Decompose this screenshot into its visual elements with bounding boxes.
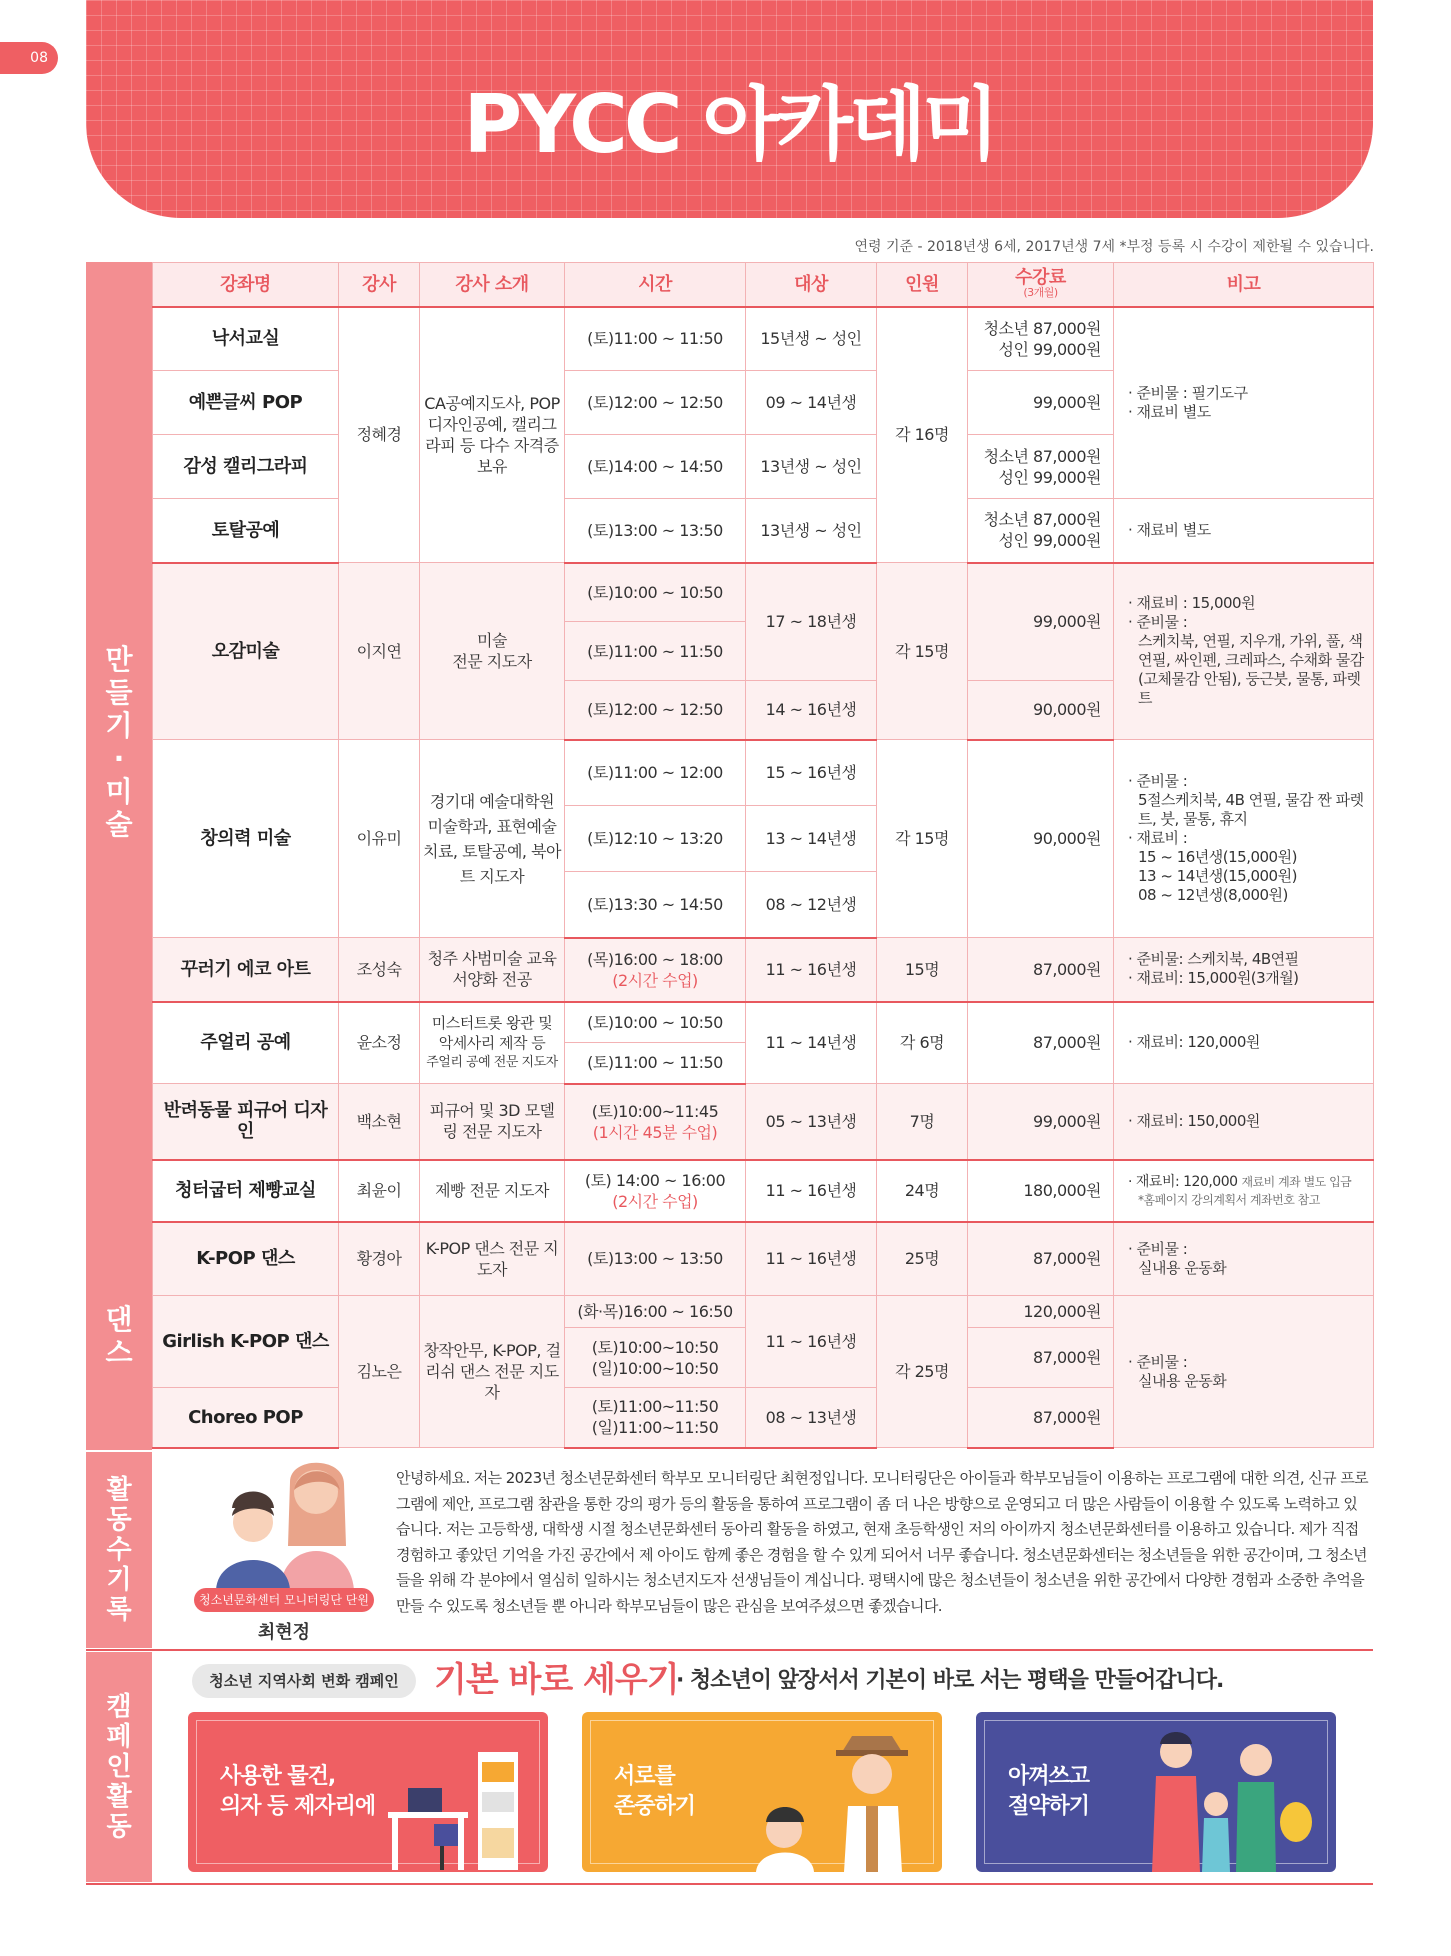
time-sub: (2시간 수업): [612, 1191, 698, 1211]
target: 11 ~ 16년생: [746, 1160, 877, 1222]
note-line: 15 ~ 16년생(15,000원): [1138, 848, 1297, 866]
course-name: 창의력 미술: [153, 740, 339, 938]
time: [565, 1328, 746, 1388]
col-fee-label: 수강료: [1015, 267, 1066, 289]
title-banner: [86, 0, 1373, 218]
fee-adult: 성인 99,000원: [998, 531, 1101, 551]
saving-illustration: [1116, 1722, 1316, 1872]
time: [565, 1388, 746, 1448]
note-line: · 준비물: 스케치북, 4B연필: [1128, 950, 1299, 969]
people: 각 25명: [877, 1296, 968, 1448]
age-note: 연령 기준 - 2018년생 6세, 2017년생 7세 *부정 등록 시 수강이 제한될 수 있습니다.: [854, 239, 1374, 255]
section-campaign-label: 캠페인활동: [106, 1692, 132, 1842]
time-sub: (1시간 45분 수업): [592, 1122, 718, 1142]
time: [565, 938, 746, 1002]
col-target: 대상: [746, 263, 877, 307]
teacher-intro: 제빵 전문 지도자: [420, 1160, 565, 1222]
time: [565, 1160, 746, 1222]
time-line: (토)10:00~10:50: [591, 1337, 719, 1357]
bottom-rule: [86, 1883, 1373, 1885]
target: 11 ~ 16년생: [746, 1222, 877, 1296]
teacher: 조성숙: [339, 938, 420, 1002]
target: 09 ~ 14년생: [746, 371, 877, 435]
intro-line: 악세사리 제작 등: [438, 1033, 546, 1052]
target: 13 ~ 14년생: [746, 806, 877, 872]
fee: [968, 435, 1114, 499]
time: (토)12:00 ~ 12:50: [565, 371, 746, 435]
campaign-card: [188, 1712, 548, 1872]
fee-adult: 성인 99,000원: [998, 467, 1101, 487]
fee-youth: 청소년 87,000원: [983, 446, 1101, 466]
fee-youth: 청소년 87,000원: [983, 510, 1101, 530]
col-people: 인원: [877, 263, 968, 307]
teacher-intro: 창작안무, K-POP, 걸리쉬 댄스 전문 지도자: [420, 1296, 565, 1448]
target: 11 ~ 14년생: [746, 1002, 877, 1084]
note: [1114, 1296, 1374, 1448]
note-line: · 준비물 :: [1128, 1352, 1188, 1371]
activity-section: [152, 1452, 1373, 1648]
time: (토)11:00 ~ 12:00: [565, 740, 746, 806]
card-label-line: 사용한 물건,: [220, 1764, 336, 1789]
time: (토)11:00 ~ 11:50: [565, 307, 746, 371]
time: (토)13:30 ~ 14:50: [565, 872, 746, 938]
note-line: 실내용 운동화: [1138, 1258, 1227, 1277]
fee-adult: 성인 99,000원: [998, 339, 1101, 359]
respect-illustration: [732, 1722, 922, 1872]
note: · 재료비: 150,000원: [1114, 1084, 1374, 1160]
col-note: 비고: [1114, 263, 1374, 307]
intro-line: 전문 지도자: [452, 652, 532, 671]
course-name: 주얼리 공예: [153, 1002, 339, 1084]
note-line: 5절스케치북, 4B 연필, 물감 짠 파렛트, 붓, 물통, 휴지: [1138, 791, 1364, 828]
section-activity: [86, 1452, 152, 1648]
teacher-intro: [420, 1002, 565, 1084]
course-name: 청터굽터 제빵교실: [153, 1160, 339, 1222]
target: 14 ~ 16년생: [746, 681, 877, 740]
table-row: [153, 307, 1374, 371]
card-label-line: 절약하기: [1008, 1794, 1090, 1819]
time-line: (토)11:00~11:50: [591, 1397, 719, 1417]
people: 각 15명: [877, 563, 968, 740]
time: (화·목)16:00 ~ 16:50: [565, 1296, 746, 1328]
fee: 87,000원: [968, 1388, 1114, 1448]
card-label-line: 의자 등 제자리에: [220, 1794, 376, 1819]
card-label: [1008, 1762, 1089, 1822]
teacher-intro: 피규어 및 3D 모델링 전문 지도자: [420, 1084, 565, 1160]
time: (토)12:00 ~ 12:50: [565, 681, 746, 740]
table-row: [153, 563, 1374, 622]
fee: 99,000원: [968, 371, 1114, 435]
note-line: · 재료비 :: [1128, 829, 1188, 847]
col-time: 시간: [565, 263, 746, 307]
section-campaign: [86, 1652, 152, 1882]
table-row: [153, 1084, 1374, 1160]
teacher: 황경아: [339, 1222, 420, 1296]
time-line: (일)10:00~10:50: [591, 1358, 719, 1378]
card-label: [220, 1762, 375, 1822]
note: [1114, 1222, 1374, 1296]
intro-line: 미술: [477, 631, 507, 650]
campaign-card: [976, 1712, 1336, 1872]
table-row: [153, 1296, 1374, 1328]
teacher: 정혜경: [339, 307, 420, 563]
note-line: 실내용 운동화: [1138, 1371, 1227, 1390]
teacher-intro: K-POP 댄스 전문 지도자: [420, 1222, 565, 1296]
fee-youth: 청소년 87,000원: [983, 318, 1101, 338]
target: 08 ~ 12년생: [746, 872, 877, 938]
card-label-line: 존중하기: [614, 1794, 696, 1819]
target: 13년생 ~ 성인: [746, 499, 877, 563]
target: 15년생 ~ 성인: [746, 307, 877, 371]
fee: 87,000원: [968, 1002, 1114, 1084]
table-row: [153, 740, 1374, 806]
course-name: 반려동물 피규어 디자인: [153, 1084, 339, 1160]
note-text: · 재료비: 120,000: [1128, 1173, 1238, 1190]
section-making-label: 만들기·미술: [105, 643, 133, 841]
note-small: *홈페이지 강의계획서 계좌번호 참고: [1138, 1192, 1320, 1207]
activity-text: 안녕하세요. 저는 2023년 청소년문화센터 학부모 모니터링단 최현정입니다. 모니터링단은 아이들과 학부모님들이 이용하는 프로그램에 대한 의견, 신규 프로그램에 제안, 프로그램 참관을 통한 강의 평가 등의 활동을 통하여 프로그램이 좀 더 나은 방향으로 운영되고 더 많은 사람들이 이용할 수 있도록 노력하고 있습니다. 저는 고등학생, 대학생 시절 청소년문화센터 동아리 활동을 하였고, 현재 초등학생인 저의 아이까지 청소년문화센터를 이용하고 있습니다. 제가 직접 경험하고 좋았던 기억을 가진 공간에서 제 아이도 함께 좋은 경험을 할 수 있게 되어서 너무 좋습니다. 청소년문화센터는 청소년들을 위한 공간이며, 그 청소년들을 위해 각 분야에서 열심히 일하시는 청소년지도자 선생님들이 계십니다. 평택시에 많은 청소년들이 청소년을 위한 공간에서 다양한 경험과 소중한 추억을 만들 수 있도록 청소년들 뿐 아니라 학부모님들이 많은 관심을 보여주셨으면 좋겠습니다.: [396, 1469, 1368, 1615]
note-line: [1128, 1173, 1370, 1191]
course-name: 오감미술: [153, 563, 339, 740]
time: (토)10:00 ~ 10:50: [565, 563, 746, 622]
fee: 87,000원: [968, 1328, 1114, 1388]
time: (토)13:00 ~ 13:50: [565, 1222, 746, 1296]
note-line: · 준비물 : 필기도구: [1128, 383, 1248, 402]
people: 15명: [877, 938, 968, 1002]
course-name: 꾸러기 에코 아트: [153, 938, 339, 1002]
table-row: [153, 1160, 1374, 1222]
fee: 87,000원: [968, 938, 1114, 1002]
note-line: [1128, 1191, 1370, 1209]
page-title: PYCC 아카데미: [463, 78, 996, 171]
teacher: 이지연: [339, 563, 420, 740]
note-line: · 준비물 :: [1128, 1239, 1188, 1258]
time-line: (목)16:00 ~ 18:00: [587, 949, 723, 969]
teacher: 김노은: [339, 1296, 420, 1448]
note: [1114, 938, 1374, 1002]
time-sub: (2시간 수업): [612, 970, 698, 990]
campaign-section: [152, 1652, 1373, 1882]
note: [1114, 1160, 1374, 1222]
note-line: 08 ~ 12년생(8,000원): [1138, 886, 1288, 904]
monitor-badge: 청소년문화센터 모니터링단 단원: [194, 1588, 374, 1612]
teacher: 이유미: [339, 740, 420, 938]
teacher-intro: 청주 사범미술 교육 서양화 전공: [420, 938, 565, 1002]
teacher: 최윤이: [339, 1160, 420, 1222]
writer-name: 최현정: [257, 1622, 311, 1643]
course-name: Girlish K-POP 댄스: [153, 1296, 339, 1388]
target: 08 ~ 13년생: [746, 1388, 877, 1448]
section-making: [86, 262, 152, 1222]
intro-line: 미스터트롯 왕관 및: [431, 1013, 553, 1032]
target: 11 ~ 16년생: [746, 938, 877, 1002]
time: (토)14:00 ~ 14:50: [565, 435, 746, 499]
target: 13년생 ~ 성인: [746, 435, 877, 499]
target: 17 ~ 18년생: [746, 563, 877, 681]
fee: 120,000원: [968, 1296, 1114, 1328]
col-intro: 강사 소개: [420, 263, 565, 307]
course-name: 낙서교실: [153, 307, 339, 371]
target: 11 ~ 16년생: [746, 1296, 877, 1388]
note: [1114, 563, 1374, 740]
course-name: 예쁜글씨 POP: [153, 371, 339, 435]
col-fee: [968, 263, 1114, 307]
divider: [86, 1649, 1373, 1651]
time-line: (토)10:00~11:45: [591, 1101, 719, 1121]
card-label-line: 아껴쓰고: [1008, 1764, 1090, 1789]
time: (토)12:10 ~ 13:20: [565, 806, 746, 872]
course-name: 토탈공예: [153, 499, 339, 563]
table-row: [153, 1222, 1374, 1296]
fee: 180,000원: [968, 1160, 1114, 1222]
fee: [968, 307, 1114, 371]
page-number: 08: [0, 42, 58, 74]
table-row: [153, 938, 1374, 1002]
teacher: 윤소정: [339, 1002, 420, 1084]
teacher-intro: [420, 563, 565, 740]
table-row: [153, 499, 1374, 563]
fee: 99,000원: [968, 563, 1114, 681]
fee: 99,000원: [968, 1084, 1114, 1160]
time-line: (토) 14:00 ~ 16:00: [584, 1170, 726, 1190]
note-line: · 재료비 : 15,000원: [1128, 594, 1256, 613]
campaign-subline: · 청소년이 앞장서서 기본이 바로 서는 평택을 만들어갑니다.: [676, 1668, 1224, 1693]
card-label-line: 서로를: [614, 1764, 675, 1789]
card-label: [614, 1762, 695, 1822]
note-line: · 재료비: 15,000원(3개월): [1128, 969, 1299, 988]
note: · 재료비 별도: [1114, 499, 1374, 563]
people: 각 16명: [877, 307, 968, 563]
parent-child-illustration: [194, 1450, 374, 1590]
campaign-card: [582, 1712, 942, 1872]
people: 7명: [877, 1084, 968, 1160]
col-teacher: 강사: [339, 263, 420, 307]
course-name: K-POP 댄스: [153, 1222, 339, 1296]
furniture-illustration: [378, 1732, 528, 1872]
col-name: 강좌명: [153, 263, 339, 307]
section-dance-label: 댄스: [105, 1303, 133, 1369]
target: 05 ~ 13년생: [746, 1084, 877, 1160]
fee: 90,000원: [968, 740, 1114, 938]
teacher: 백소현: [339, 1084, 420, 1160]
teacher-intro: CA공예지도사, POP디자인공예, 캘리그라피 등 다수 자격증 보유: [420, 307, 565, 563]
note: [1114, 740, 1374, 938]
target: 15 ~ 16년생: [746, 740, 877, 806]
time: (토)11:00 ~ 11:50: [565, 1043, 746, 1084]
section-dance: [86, 1222, 152, 1450]
note: · 재료비: 120,000원: [1114, 1002, 1374, 1084]
people: 각 6명: [877, 1002, 968, 1084]
time: [565, 1084, 746, 1160]
section-activity-label: 활동수기록: [106, 1475, 132, 1625]
note: [1114, 307, 1374, 499]
note-line: 스케치북, 연필, 지우개, 가위, 풀, 색연필, 싸인펜, 크레파스, 수채화 물감(고체물감 안됨), 둥근붓, 물통, 파렛트: [1138, 632, 1364, 708]
people: 25명: [877, 1222, 968, 1296]
table-row: [153, 1002, 1374, 1043]
note-line: · 준비물 :: [1128, 613, 1188, 632]
campaign-headline: 기본 바로 세우기: [434, 1660, 679, 1700]
time: (토)11:00 ~ 11:50: [565, 622, 746, 681]
people: 각 15명: [877, 740, 968, 938]
fee: 87,000원: [968, 1222, 1114, 1296]
course-table: [152, 262, 1374, 1449]
intro-line: 주얼리 공예 전문 지도자: [426, 1054, 558, 1070]
fee: [968, 499, 1114, 563]
note-line: · 준비물 :: [1128, 772, 1188, 790]
table-header-row: [153, 263, 1374, 307]
campaign-pill: 청소년 지역사회 변화 캠페인: [192, 1664, 416, 1698]
people: 24명: [877, 1160, 968, 1222]
time: (토)13:00 ~ 13:50: [565, 499, 746, 563]
col-fee-sub: (3개월): [1023, 286, 1058, 300]
course-name: Choreo POP: [153, 1388, 339, 1448]
time-line: (일)11:00~11:50: [591, 1418, 719, 1438]
note-small: 재료비 계좌 별도 입금: [1241, 1174, 1352, 1189]
time: (토)10:00 ~ 10:50: [565, 1002, 746, 1043]
teacher-intro: 경기대 예술대학원 미술학과, 표현예술치료, 토탈공예, 북아트 지도자: [420, 740, 565, 938]
fee: 90,000원: [968, 681, 1114, 740]
course-name: 감성 캘리그라피: [153, 435, 339, 499]
note-line: · 재료비 별도: [1128, 402, 1211, 421]
note-line: 13 ~ 14년생(15,000원): [1138, 867, 1297, 885]
